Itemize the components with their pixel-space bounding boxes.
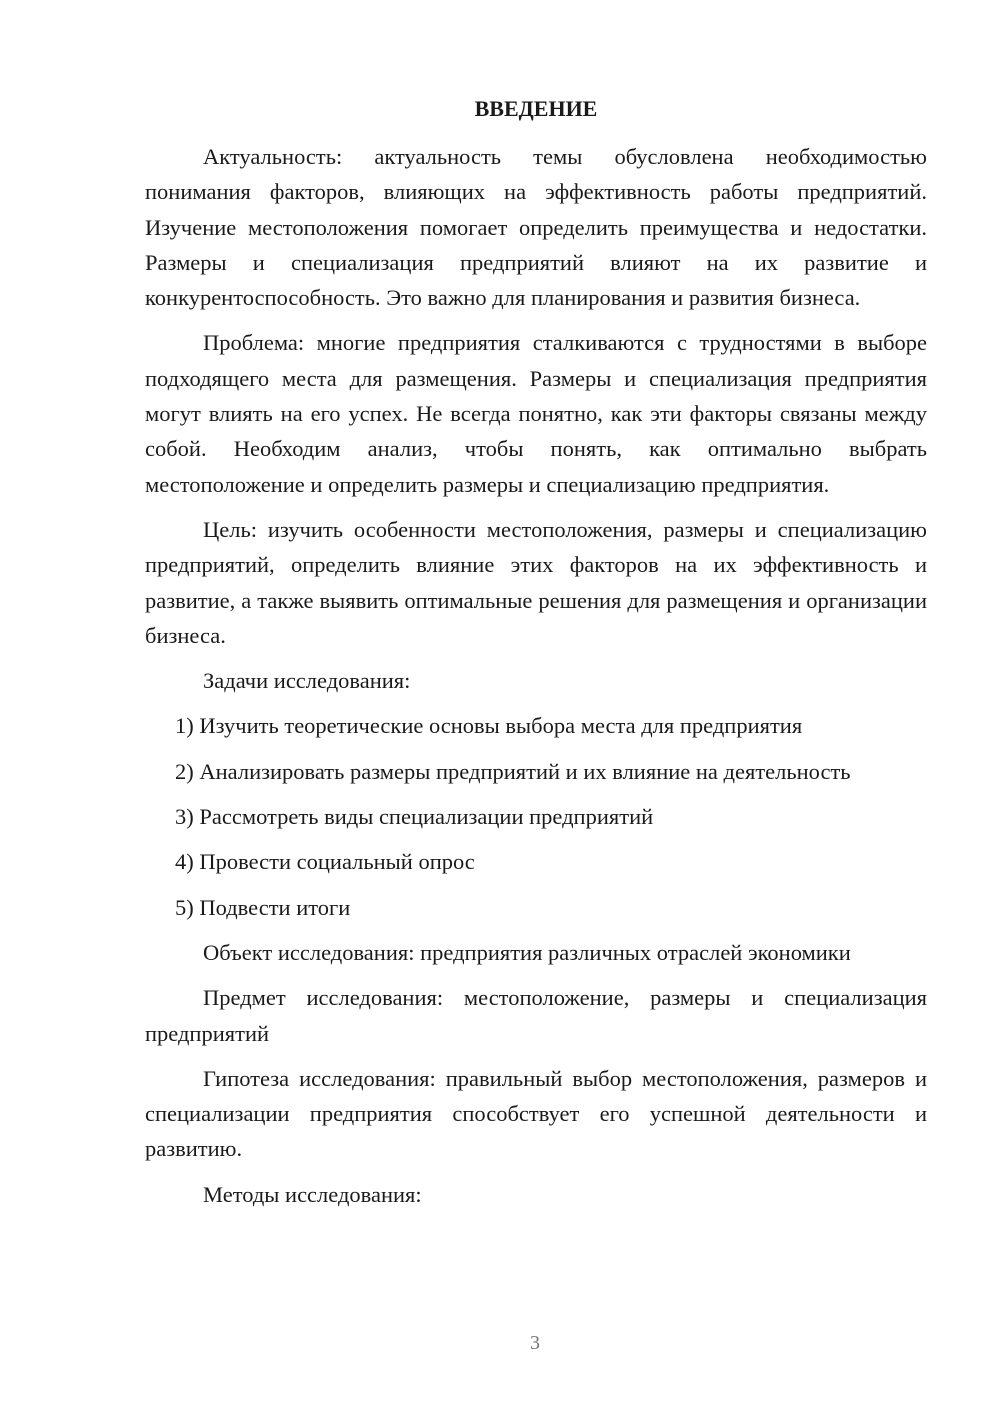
task-item-2: 2) Анализировать размеры предприятий и их влияние на деятельность (175, 758, 851, 784)
goal-paragraph: Цель: изучить особенности местоположения, размеры и специализацию предприятий, определить влияние этих факторов на их эффективность и развитие, а также выявить оптимальные решения для размещения и организации бизнеса. (145, 516, 927, 648)
problem-paragraph: Проблема: многие предприятия сталкиваются с трудностями в выборе подходящего места для размещения. Размеры и специализация предприятия могут влиять на его успех. Не всегда понятно, как эти факторы связаны между собой. Необходим анализ, чтобы понять, как оптимально выбрать местоположение и определить размеры и специализацию предприятия. (145, 330, 927, 497)
object-paragraph: Объект исследования: предприятия различных отраслей экономики (203, 939, 851, 965)
methods-paragraph: Методы исследования: (203, 1181, 422, 1207)
subject-paragraph: Предмет исследования: местоположение, размеры и специализация предприятий (145, 985, 927, 1046)
hypothesis-paragraph: Гипотеза исследования: правильный выбор местоположения, размеров и специализации предприятия способствует его успешной деятельности и развитию. (145, 1065, 927, 1162)
task-item-1: 1) Изучить теоретические основы выбора места для предприятия (175, 713, 803, 739)
task-item-3: 3) Рассмотреть виды специализации предприятий (175, 804, 654, 830)
tasks-list (145, 708, 927, 924)
page-number: 3 (530, 1332, 540, 1354)
section-heading: ВВЕДЕНИЕ (474, 96, 598, 121)
page-content (145, 92, 927, 1222)
task-item-4: 4) Провести социальный опрос (175, 849, 475, 875)
task-item-5: 5) Подвести итоги (175, 894, 351, 920)
relevance-paragraph: Актуальность: актуальность темы обусловлена необходимостью понимания факторов, влияющих на эффективность работы предприятий. Изучение местоположения помогает определить преимущества и недостатки. Размеры и специализация предприятий влияют на их развитие и конкурентоспособность. Это важно для планирования и развития бизнеса. (145, 144, 927, 311)
tasks-intro: Задачи исследования: (203, 668, 411, 694)
